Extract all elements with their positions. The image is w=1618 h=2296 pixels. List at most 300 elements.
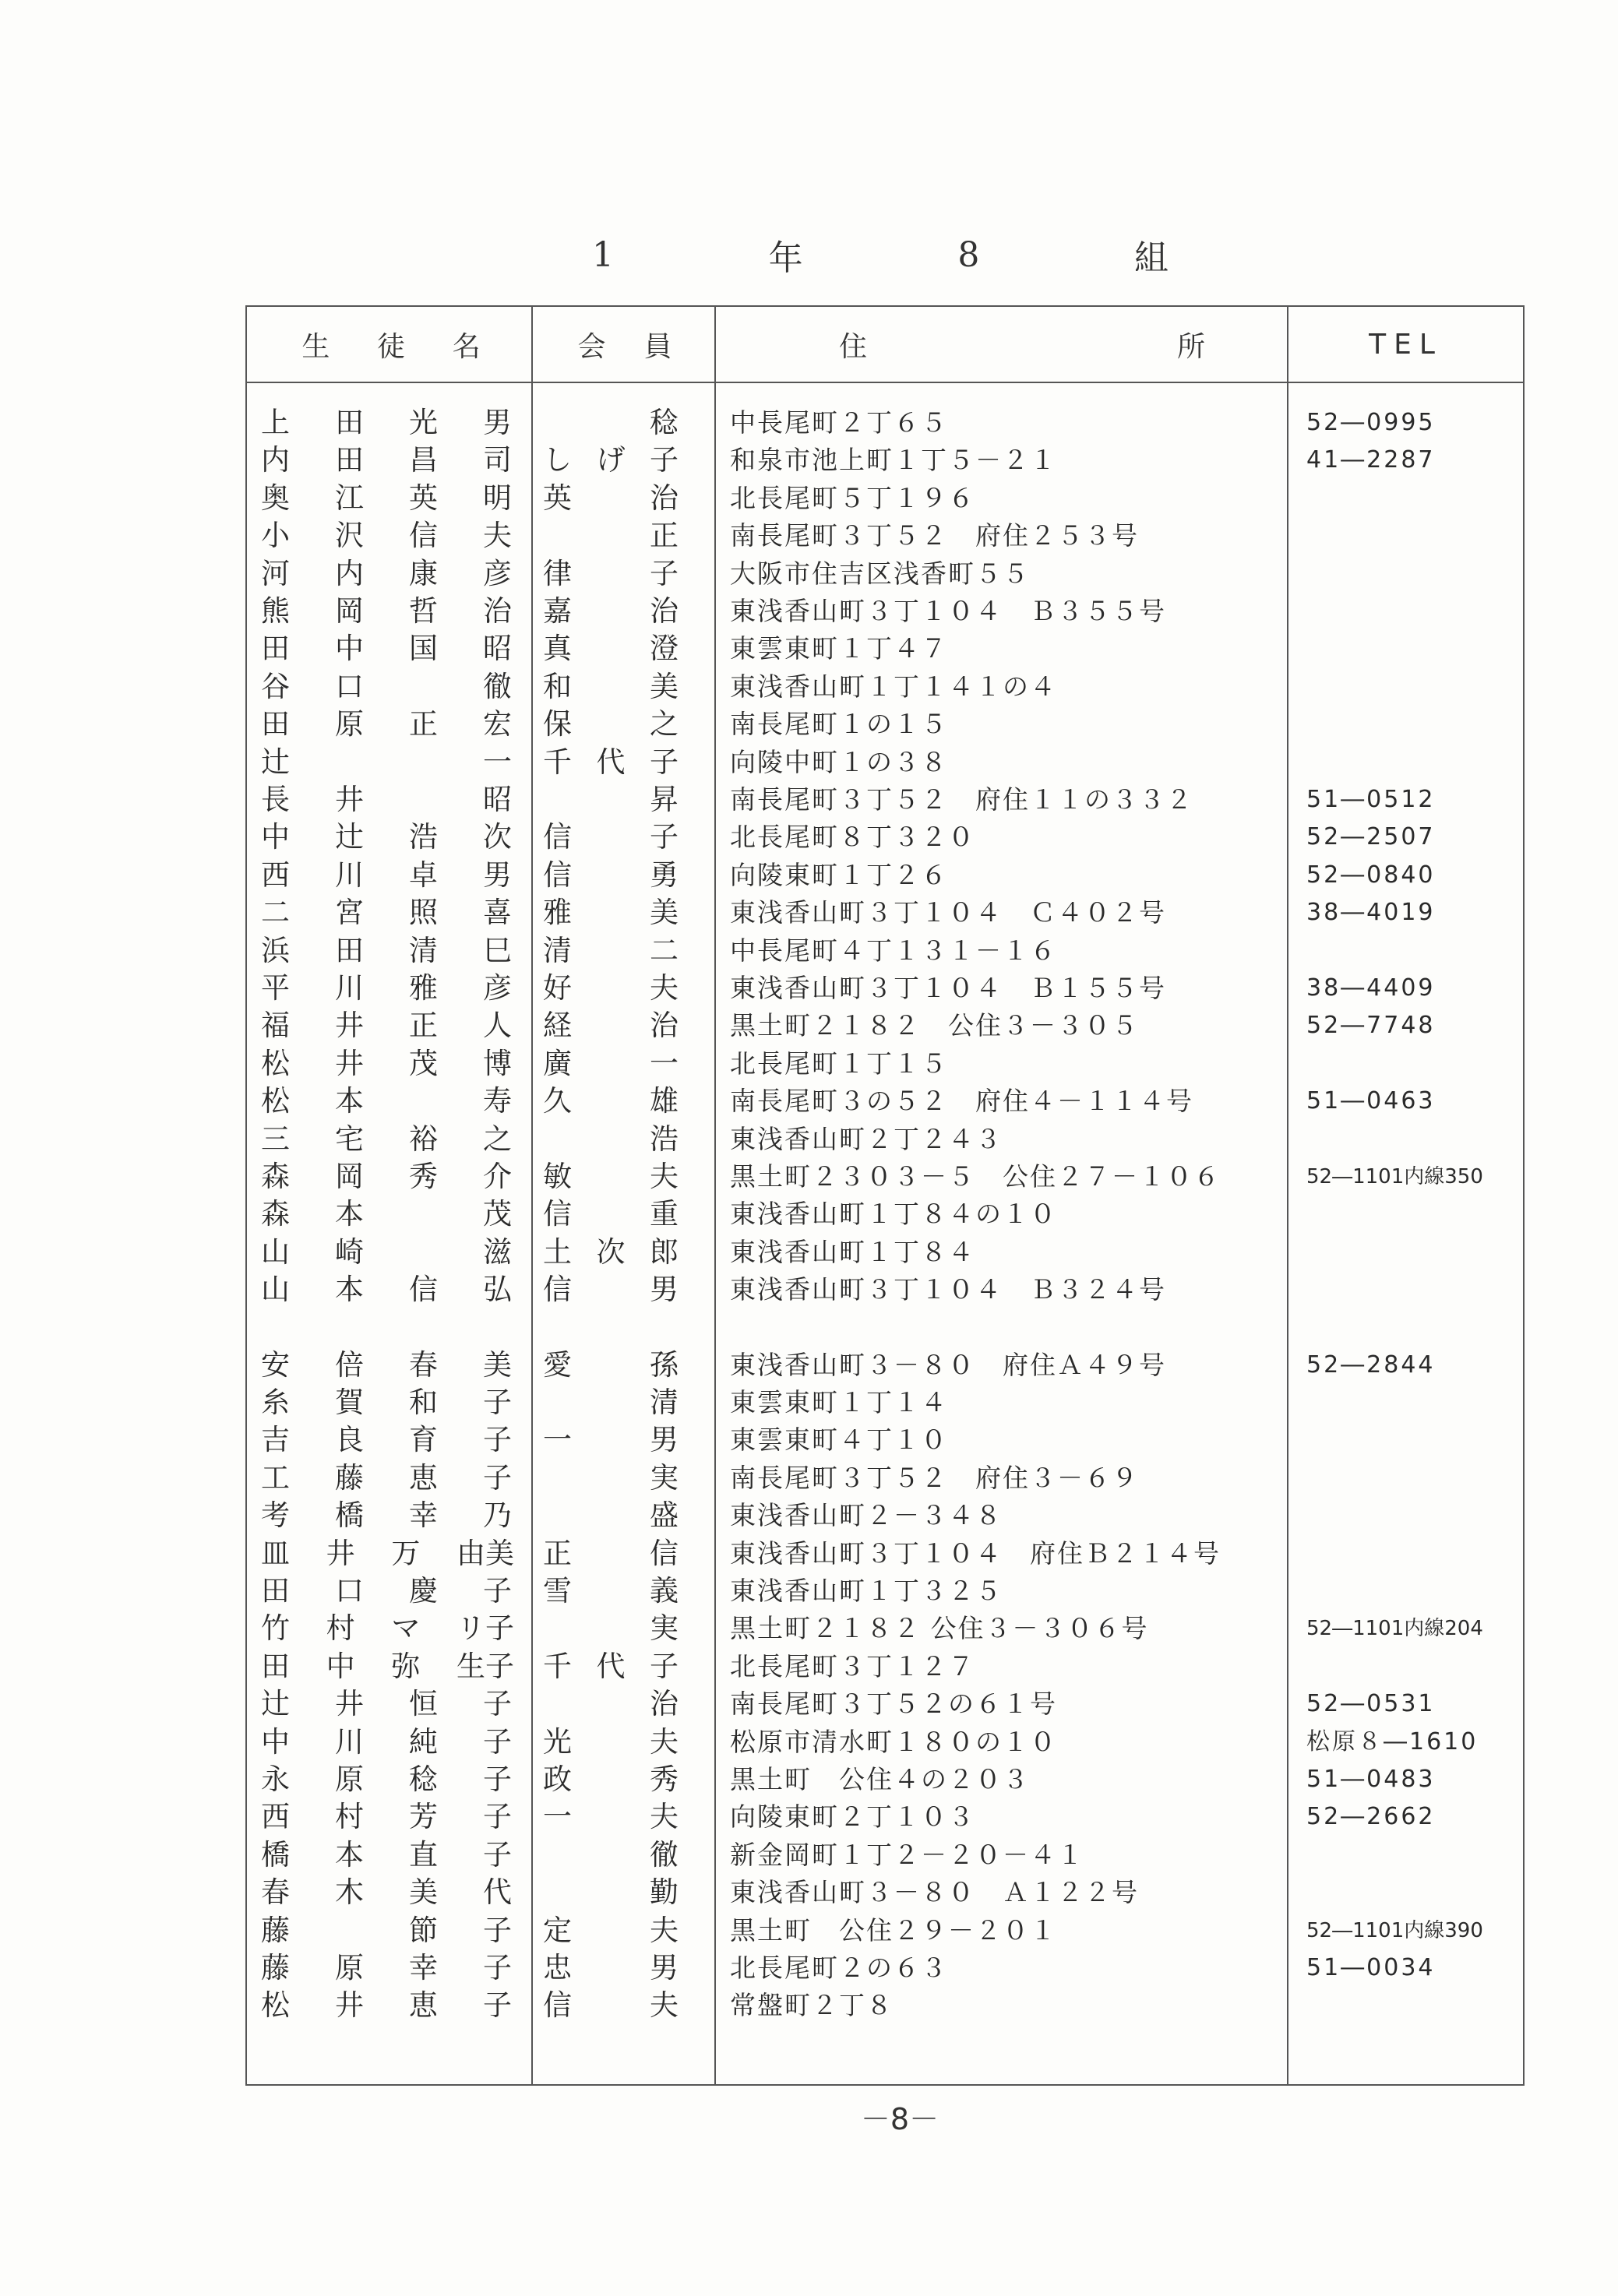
member-name-char: 勇 (650, 857, 679, 892)
member-name-chars (543, 404, 679, 442)
address: 東浅香山町３丁１０４ 府住Ｂ２１４号 (730, 1537, 1221, 1569)
title-char-4: 組 (1133, 238, 1169, 278)
student-name-char: 昭 (483, 783, 512, 816)
student-name-char: 代 (483, 1875, 512, 1910)
student-name (261, 1610, 514, 1647)
student-name-char: 奥 (261, 481, 290, 515)
member-name-chars (543, 1685, 679, 1723)
table-row (247, 1045, 1523, 1083)
table-row (247, 1836, 1523, 1874)
student-name-char: 春 (409, 1347, 438, 1382)
student-name-char: 田 (335, 933, 364, 967)
student-name-char: 森 (261, 1160, 290, 1193)
member-name-char: 郎 (650, 1234, 679, 1269)
member-name-char: 土 (543, 1234, 572, 1269)
address: 北長尾町２の６３ (730, 1953, 948, 1983)
member-name-char: 次 (596, 1234, 626, 1269)
student-name (261, 1685, 514, 1723)
member-name-chars (543, 1648, 679, 1685)
tel: 51―0034 (1306, 1954, 1436, 1981)
tel (1306, 630, 1525, 667)
tel: 52―2507 (1306, 823, 1436, 851)
student-name-char: 熊 (261, 594, 290, 628)
student-name (261, 1384, 514, 1421)
tel: 松原８―1610 (1306, 1727, 1479, 1755)
student-name-char: 喜 (483, 896, 512, 930)
tel: 41―2287 (1306, 446, 1436, 474)
tel (1306, 1384, 1525, 1421)
student-name-char: 子 (483, 1837, 512, 1872)
member-name-char: 雪 (543, 1574, 572, 1608)
address: 向陵東町２丁１０３ (730, 1801, 975, 1833)
member-name-char: 夫 (650, 1988, 679, 2023)
member-name-char: 美 (650, 896, 679, 930)
member-name-chars (543, 1083, 679, 1120)
address: 南長尾町３丁５２ 府住２５３号 (730, 520, 1139, 551)
tel (1306, 593, 1525, 630)
student-name-char: 松 (261, 1988, 290, 2023)
member-name-chars (543, 970, 679, 1007)
table-row (247, 1121, 1523, 1158)
header-name (278, 307, 504, 382)
member-name-chars (543, 1045, 679, 1083)
member-name-char: 子 (650, 556, 679, 590)
student-name-char: 藤 (261, 1951, 290, 1984)
member-name-char: げ (596, 443, 626, 477)
student-name-char: 橋 (335, 1498, 364, 1533)
member-name-char (543, 1874, 573, 1911)
tel: 52―0995 (1306, 409, 1436, 436)
student-name-char: 本 (335, 1273, 364, 1307)
member-name-char: 廣 (543, 1046, 572, 1080)
member-name-char: 敏 (543, 1160, 572, 1193)
member-name-chars (543, 1874, 679, 1911)
student-name-char: 卓 (409, 857, 438, 892)
address: 北長尾町１丁１５ (730, 1048, 948, 1079)
tel (1306, 1460, 1525, 1497)
member-name-char: 一 (543, 1800, 572, 1834)
address: 黒土町２１８２ 公住３－３０５ (730, 1010, 1139, 1041)
tel (1306, 1421, 1525, 1459)
student-name (261, 1949, 514, 1987)
student-name (261, 1572, 514, 1610)
student-name (261, 517, 514, 555)
student-name-char: 康 (409, 556, 438, 590)
student-name-char: 田 (335, 406, 364, 439)
table-row (247, 668, 1523, 706)
student-name (261, 1421, 514, 1459)
tel (1306, 744, 1525, 781)
table-row (247, 517, 1523, 555)
member-name-char: 治 (650, 1687, 679, 1721)
student-name-char: 田 (261, 1649, 290, 1683)
address: 黒土町 公住２９－２０１ (730, 1914, 1057, 1946)
student-name-char: マ (391, 1611, 421, 1646)
member-name-chars (543, 1798, 679, 1836)
student-name-char: 茂 (483, 1197, 512, 1231)
student-name-char: 工 (261, 1460, 290, 1495)
student-name-char: 小 (261, 519, 290, 553)
address: 中長尾町２丁６５ (730, 407, 948, 438)
student-name (261, 1083, 514, 1120)
student-name-char: 巳 (483, 933, 512, 967)
student-name-char: 正 (409, 707, 438, 741)
student-name-char: 育 (409, 1423, 438, 1457)
student-name-char: 沢 (335, 519, 364, 553)
member-name-chars (543, 593, 679, 630)
table-row (247, 1421, 1523, 1459)
student-name-char: 介 (483, 1160, 512, 1193)
member-name-char: 律 (543, 556, 572, 590)
student-name-char: 秀 (409, 1160, 438, 1193)
student-name-char: 宅 (335, 1122, 364, 1156)
student-name-char: 子 (483, 1460, 512, 1495)
student-name-char: 正 (409, 1009, 438, 1043)
table-row (247, 970, 1523, 1007)
table-row (247, 442, 1523, 479)
header-tel: TEL (1369, 328, 1443, 361)
student-name-char: 乃 (483, 1498, 512, 1533)
member-name-char: 徹 (650, 1837, 679, 1872)
table-row (247, 857, 1523, 894)
student-name-char: 子 (483, 1574, 512, 1608)
member-name-chars (543, 1121, 679, 1158)
header-member-char: 会 (577, 330, 606, 363)
member-name-chars (543, 1196, 679, 1233)
student-name-char: 吉 (261, 1423, 290, 1457)
member-name-char: 子 (650, 1649, 679, 1683)
tel (1306, 1271, 1525, 1308)
student-name-char: 安 (261, 1347, 290, 1382)
member-name-chars (543, 1949, 679, 1987)
tel: 38―4019 (1306, 899, 1436, 927)
member-name-char: 勤 (650, 1875, 679, 1910)
member-name-char: 重 (650, 1197, 679, 1231)
member-name-char: 光 (543, 1724, 572, 1759)
member-name-char: 信 (543, 820, 572, 854)
tel (1306, 706, 1525, 743)
student-name (261, 1874, 514, 1911)
tel: 52―2662 (1306, 1803, 1436, 1831)
tel: 52―0531 (1306, 1690, 1436, 1718)
student-name-char: 井 (326, 1536, 355, 1570)
header-address-char: 住 (839, 330, 868, 363)
member-name-char: 経 (543, 1009, 572, 1043)
student-name-char: 男 (483, 857, 512, 892)
student-name-char: 二 (261, 896, 290, 930)
student-name-char: 彦 (483, 971, 512, 1005)
table-row (247, 1761, 1523, 1798)
tel (1306, 1572, 1525, 1610)
member-name-char: 之 (650, 707, 679, 741)
student-name-char: 滋 (483, 1234, 512, 1269)
table-row (247, 630, 1523, 667)
member-name-chars (543, 1384, 679, 1421)
student-name (261, 1045, 514, 1083)
table-row (247, 480, 1523, 517)
student-name-char (409, 781, 440, 819)
student-name-char: 之 (483, 1122, 512, 1156)
member-name-char: 昇 (650, 783, 679, 816)
student-name-char: 岡 (335, 594, 364, 628)
student-name-char: 浜 (261, 933, 290, 967)
tel (1306, 1121, 1525, 1158)
member-name-chars (543, 630, 679, 667)
student-name-char: 純 (409, 1724, 438, 1759)
address: 和泉市池上町１丁５－２１ (730, 445, 1057, 476)
student-name-char: 子 (483, 1386, 512, 1419)
student-name-char: 本 (335, 1197, 364, 1231)
table-row (247, 1610, 1523, 1647)
member-name-char: 政 (543, 1762, 572, 1796)
table-row (247, 1347, 1523, 1384)
student-name-char: 春 (261, 1875, 290, 1910)
member-name-chars (543, 1610, 679, 1647)
student-name-char: 平 (261, 971, 290, 1005)
member-name-char: 実 (650, 1611, 679, 1646)
student-name-char: 上 (261, 406, 290, 439)
address: 黒土町２１８２ 公住３－３０６号 (730, 1613, 1149, 1644)
member-name-char: 信 (543, 857, 572, 892)
address: 南長尾町１の１５ (730, 709, 948, 740)
title-char-2: 年 (768, 238, 803, 278)
student-name-char: 口 (335, 669, 364, 703)
member-name-char: 孫 (650, 1347, 679, 1382)
student-name-char: 慶 (409, 1574, 438, 1608)
student-name (261, 1347, 514, 1384)
address: 東浅香山町３丁１０４ Ｂ３５５号 (730, 596, 1166, 626)
student-name-char: 由美 (456, 1536, 514, 1570)
student-name-char: 川 (335, 971, 364, 1005)
member-name-char: 正 (650, 519, 679, 553)
student-name (261, 1912, 514, 1949)
student-name-char: 三 (261, 1122, 290, 1156)
address: 南長尾町３の５２ 府住４－１１４号 (730, 1086, 1193, 1117)
member-name-char (543, 1610, 573, 1647)
student-name-char: 雅 (409, 971, 438, 1005)
tel (1306, 1836, 1525, 1874)
student-name-char: リ子 (456, 1611, 514, 1646)
student-name-char: 生子 (456, 1649, 514, 1683)
member-name-char: 久 (543, 1084, 572, 1118)
member-name-char: 清 (543, 933, 572, 967)
tel (1306, 1535, 1525, 1572)
student-name-char: 徹 (483, 669, 512, 703)
student-name-char: 井 (335, 783, 364, 816)
member-name-chars (543, 1347, 679, 1384)
member-name-char: 愛 (543, 1347, 572, 1382)
student-name (261, 1761, 514, 1798)
tel: 51―0512 (1306, 786, 1436, 813)
student-name-char: 節 (409, 1913, 438, 1947)
table-row (247, 1460, 1523, 1497)
table-row (247, 1384, 1523, 1421)
student-name-char: 子 (483, 1951, 512, 1984)
student-name-char: 信 (409, 519, 438, 553)
tel (1306, 932, 1525, 970)
member-name-char: 雄 (650, 1084, 679, 1118)
student-name-char: 彦 (483, 556, 512, 590)
member-name-char: 千 (543, 1649, 572, 1683)
student-name (261, 894, 514, 931)
table-row (247, 404, 1523, 442)
student-name-char: 宏 (483, 707, 512, 741)
table-row (247, 1007, 1523, 1044)
member-name-chars (543, 706, 679, 743)
header-address (839, 307, 1205, 382)
student-name (261, 630, 514, 667)
member-name-char: 正 (543, 1536, 572, 1570)
table-row (247, 781, 1523, 819)
student-name-char: 倍 (335, 1347, 364, 1382)
student-name-char: 弘 (483, 1273, 512, 1307)
member-name-char: 信 (543, 1273, 572, 1307)
address: 松原市清水町１８０の１０ (730, 1726, 1057, 1757)
title-char-3: 8 (957, 234, 980, 275)
member-name-chars (543, 1007, 679, 1044)
address: 大阪市住吉区浅香町５５ (730, 558, 1030, 589)
member-name-char: 治 (650, 1009, 679, 1043)
member-name-chars (543, 932, 679, 970)
student-name-char: 岡 (335, 1160, 364, 1193)
member-name-char: 実 (650, 1460, 679, 1495)
member-name-char (543, 1121, 573, 1158)
student-name-char: 稔 (409, 1762, 438, 1796)
member-name-char: 二 (650, 933, 679, 967)
address: 東浅香山町１丁８４の１０ (730, 1199, 1057, 1230)
tel: 38―4409 (1306, 974, 1436, 1002)
member-name-char: 義 (650, 1574, 679, 1608)
tel: 51―0483 (1306, 1766, 1436, 1793)
member-name-char: し (543, 443, 572, 477)
student-name-char: 一 (483, 745, 512, 779)
student-name-char: 橋 (261, 1837, 290, 1872)
student-name-char (409, 1083, 440, 1120)
tel (1306, 1234, 1525, 1271)
member-name-char: 盛 (650, 1498, 679, 1533)
student-name-char (409, 668, 440, 706)
student-name-char: 和 (409, 1386, 438, 1419)
student-name-char: 幸 (409, 1951, 438, 1984)
member-name-char: 治 (650, 481, 679, 515)
student-name-char: 田 (261, 1574, 290, 1608)
student-name-char: 昭 (483, 632, 512, 666)
table-row (247, 593, 1523, 630)
student-name-char: 福 (261, 1009, 290, 1043)
student-name-char: 信 (409, 1273, 438, 1307)
student-name-char: 井 (335, 1687, 364, 1721)
table-row (247, 1196, 1523, 1233)
member-name-char: 治 (650, 594, 679, 628)
student-name (261, 1648, 514, 1685)
student-name-char: 内 (261, 443, 290, 477)
member-name-char: 雅 (543, 896, 572, 930)
tel (1306, 1045, 1525, 1083)
tel: 51―0463 (1306, 1087, 1436, 1115)
table-row (247, 1874, 1523, 1911)
student-name-char: 昌 (409, 443, 438, 477)
address: 南長尾町３丁５２ 府住１１の３３２ (730, 784, 1193, 815)
student-name-char: 裕 (409, 1122, 438, 1156)
student-name (261, 1535, 514, 1572)
student-name (261, 932, 514, 970)
address: 東浅香山町１丁３２５ (730, 1576, 1003, 1606)
table-row (247, 1234, 1523, 1271)
student-name-char: 子 (483, 1800, 512, 1834)
member-name-char: 好 (543, 971, 572, 1005)
address: 東浅香山町３－８０ Ａ１２２号 (730, 1877, 1139, 1908)
tel (1306, 517, 1525, 555)
member-name-chars (543, 1912, 679, 1949)
student-name-char: 皿 (261, 1536, 290, 1570)
member-name-char: 忠 (543, 1951, 572, 1984)
student-name-char: 永 (261, 1762, 290, 1796)
student-name-char: 井 (335, 1009, 364, 1043)
tel (1306, 668, 1525, 706)
student-name-char: 博 (483, 1046, 512, 1080)
member-name-char: 秀 (650, 1762, 679, 1796)
member-name-char: 信 (543, 1988, 572, 2023)
member-name-chars (543, 555, 679, 593)
student-name-char: 治 (483, 594, 512, 628)
student-name-char: 川 (335, 1724, 364, 1759)
member-name-chars (543, 1460, 679, 1497)
member-name-char: 夫 (650, 1724, 679, 1759)
student-name-char: 村 (335, 1800, 364, 1834)
student-name (261, 970, 514, 1007)
student-name-char: 芳 (409, 1800, 438, 1834)
member-name-chars (543, 1234, 679, 1271)
address: 新金岡町１丁２－２０－４１ (730, 1839, 1084, 1870)
table-row (247, 1798, 1523, 1836)
student-name-char: 竹 (261, 1611, 290, 1646)
tel: 52―0840 (1306, 861, 1436, 889)
table-row (247, 932, 1523, 970)
member-name-char: 夫 (650, 1800, 679, 1834)
student-name-char: 弥 (391, 1649, 421, 1683)
student-name-char: 恵 (409, 1460, 438, 1495)
tel (1306, 1497, 1525, 1534)
address: 常盤町２丁８ (730, 1990, 894, 2021)
table-row (247, 1724, 1523, 1761)
student-name-char: 男 (483, 406, 512, 439)
member-name-chars (543, 1535, 679, 1572)
student-name-char: 中 (261, 1724, 290, 1759)
student-name-char: 子 (483, 1423, 512, 1457)
student-name-char: 恵 (409, 1988, 438, 2023)
table-row (247, 819, 1523, 856)
student-name-char: 江 (335, 481, 364, 515)
member-name-char (543, 1836, 573, 1874)
student-name-char: 口 (335, 1574, 364, 1608)
table-row (247, 1987, 1523, 2024)
student-name-char: 夫 (483, 519, 512, 553)
member-name-chars (543, 1572, 679, 1610)
address: 向陵中町１の３８ (730, 746, 948, 777)
tel: 52―1101内線390 (1306, 1918, 1483, 1942)
student-name (261, 1121, 514, 1158)
address: 南長尾町３丁５２ 府住３－６９ (730, 1462, 1139, 1493)
table-row (247, 1535, 1523, 1572)
address: 東雲東町１丁４７ (730, 633, 948, 664)
address: 北長尾町５丁１９６ (730, 482, 975, 513)
table-row (247, 1648, 1523, 1685)
member-name-chars (543, 1421, 679, 1459)
member-name-char (543, 404, 573, 442)
student-name-char: 田 (261, 707, 290, 741)
member-name-chars (543, 1271, 679, 1308)
student-name (261, 1987, 514, 2024)
